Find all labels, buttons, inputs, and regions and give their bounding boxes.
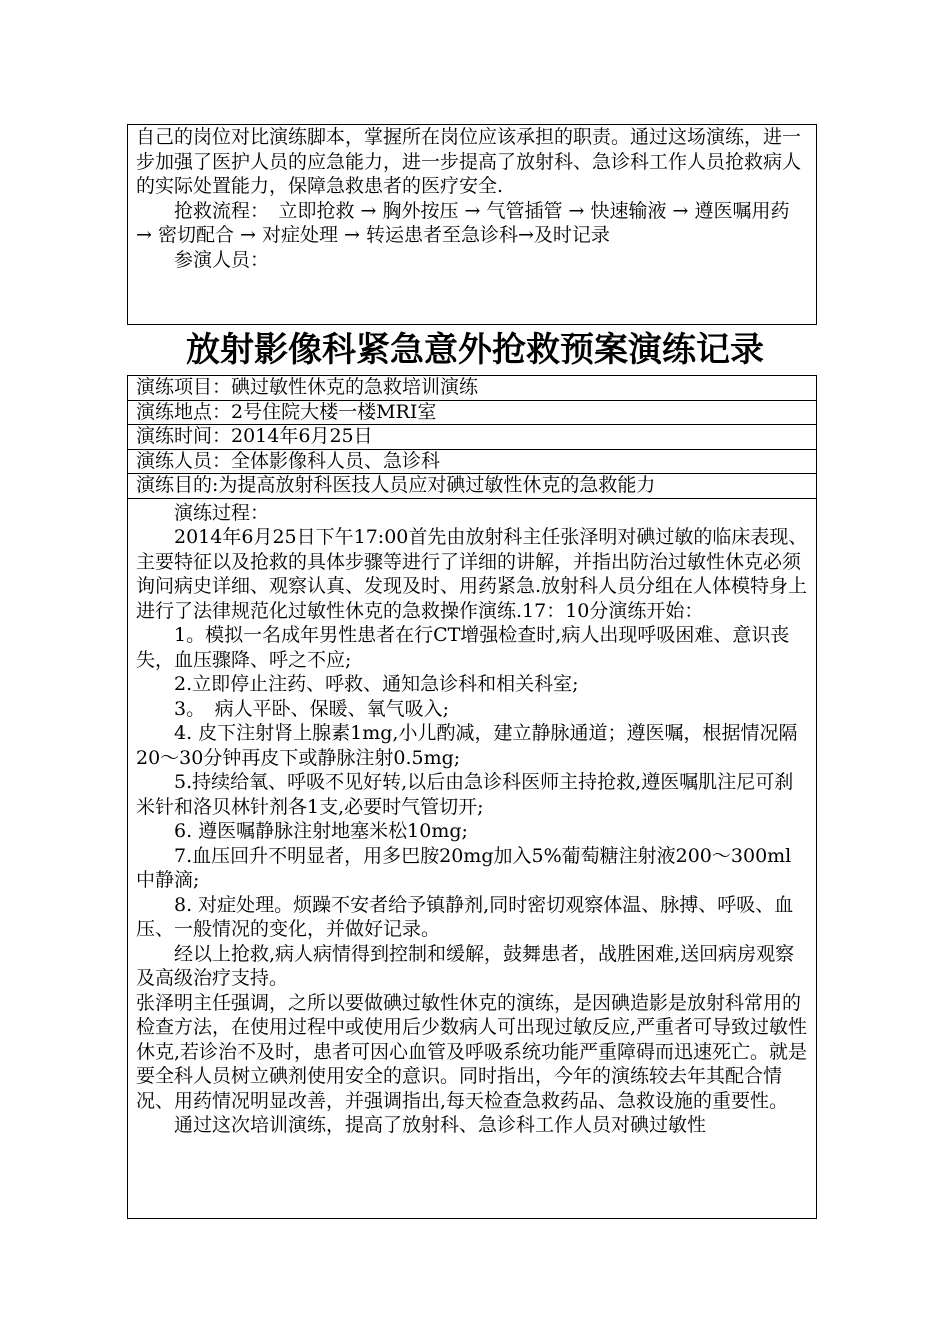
- step-item: 5.持续给氧、呼吸不见好转,以后由急诊科医师主持抢救,遵医嘱肌注尼可刹米针和洛贝林针剂各1支,必要时气管切开;: [136, 771, 794, 818]
- participants-label: 参演人员：: [174, 248, 270, 271]
- drill-record-table: [127, 375, 817, 1219]
- drill-location-row: 演练地点：2号住院大楼一楼MRI室: [128, 401, 816, 426]
- drill-staff-row: 演练人员：全体影像科人员、急诊科: [128, 450, 816, 475]
- step-item: 3。 病人平卧、保暖、氧气吸入;: [174, 697, 449, 720]
- document-title: 放射影像科紧急意外抢救预案演练记录: [186, 330, 764, 370]
- director-note: 张泽明主任强调，之所以要做碘过敏性休克的演练，是因碘造影是放射科常用的检查方法，在使用过程中或使用后少数病人可出现过敏反应,严重者可导致过敏性休克,若诊治不及时，患者可因心血管及呼吸系统功能严重障碍而迅速死亡。就是要全科人员树立碘剂使用安全的意识。同时指出，今年的演练较去年其配合情况、用药情况明显改善，并强调指出,每天检查急救药品、急救设施的重要性。: [136, 991, 808, 1112]
- drill-time-row: 演练时间：2014年6月25日: [128, 425, 816, 450]
- process-label: 演练过程：: [174, 501, 270, 524]
- step-item: 8. 对症处理。烦躁不安者给予镇静剂,同时密切观察体温、脉搏、呼吸、血压、一般情况的变化，并做好记录。: [136, 893, 794, 940]
- drill-project-row: 演练项目：碘过敏性休克的急救培训演练: [128, 376, 816, 401]
- step-item: 1。模拟一名成年男性患者在行CT增强检查时,病人出现呼吸困难、意识丧失，血压骤降、呼之不应;: [136, 624, 790, 671]
- process-intro: 2014年6月25日下午17:00首先由放射科主任张泽明对碘过敏的临床表现、主要特征以及抢救的具体步骤等进行了详细的讲解，并指出防治过敏性休克必须询问病史详细、观察认真、发现及时、用药紧急.放射科人员分组在人体模特身上进行了法律规范化过敏性休克的急救操作演练.17：10分演练开始：: [136, 526, 808, 622]
- result-paragraph: 经以上抢救,病人病情得到控制和缓解，鼓舞患者，战胜困难,送回病房观察及高级治疗支持。: [136, 942, 795, 989]
- continuation-paragraph: 自己的岗位对比演练脚本，掌握所在岗位应该承担的职责。通过这场演练，进一步加强了医护人员的应急能力，进一步提高了放射科、急诊科工作人员抢救病人的实际处置能力，保障急救患者的医疗安全.: [136, 126, 802, 197]
- drill-purpose-row: 演练目的:为提高放射科医技人员应对碘过敏性休克的急救能力: [128, 474, 816, 499]
- step-item: 4. 皮下注射肾上腺素1mg,小儿酌减，建立静脉通道；遵医嘱，根据情况隔20～30分钟再皮下或静脉注射0.5mg;: [136, 722, 798, 769]
- previous-record-continuation: [127, 124, 817, 325]
- step-item: 6. 遵医嘱静脉注射地塞米松10mg;: [174, 820, 468, 842]
- drill-process-cell: [128, 499, 816, 1138]
- conclusion-paragraph: 通过这次培训演练，提高了放射科、急诊科工作人员对碘过敏性: [174, 1114, 707, 1136]
- rescue-flow: 抢救流程： 立即抢救 → 胸外按压 → 气管插管 → 快速输液 → 遵医嘱用药 → 密切配合 → 对症处理 → 转运患者至急诊科→及时记录: [136, 199, 790, 246]
- step-item: 2.立即停止注药、呼救、通知急诊科和相关科室;: [174, 673, 579, 695]
- step-item: 7.血压回升不明显者，用多巴胺20mg加入5%葡萄糖注射液200～300ml中静滴;: [136, 844, 792, 891]
